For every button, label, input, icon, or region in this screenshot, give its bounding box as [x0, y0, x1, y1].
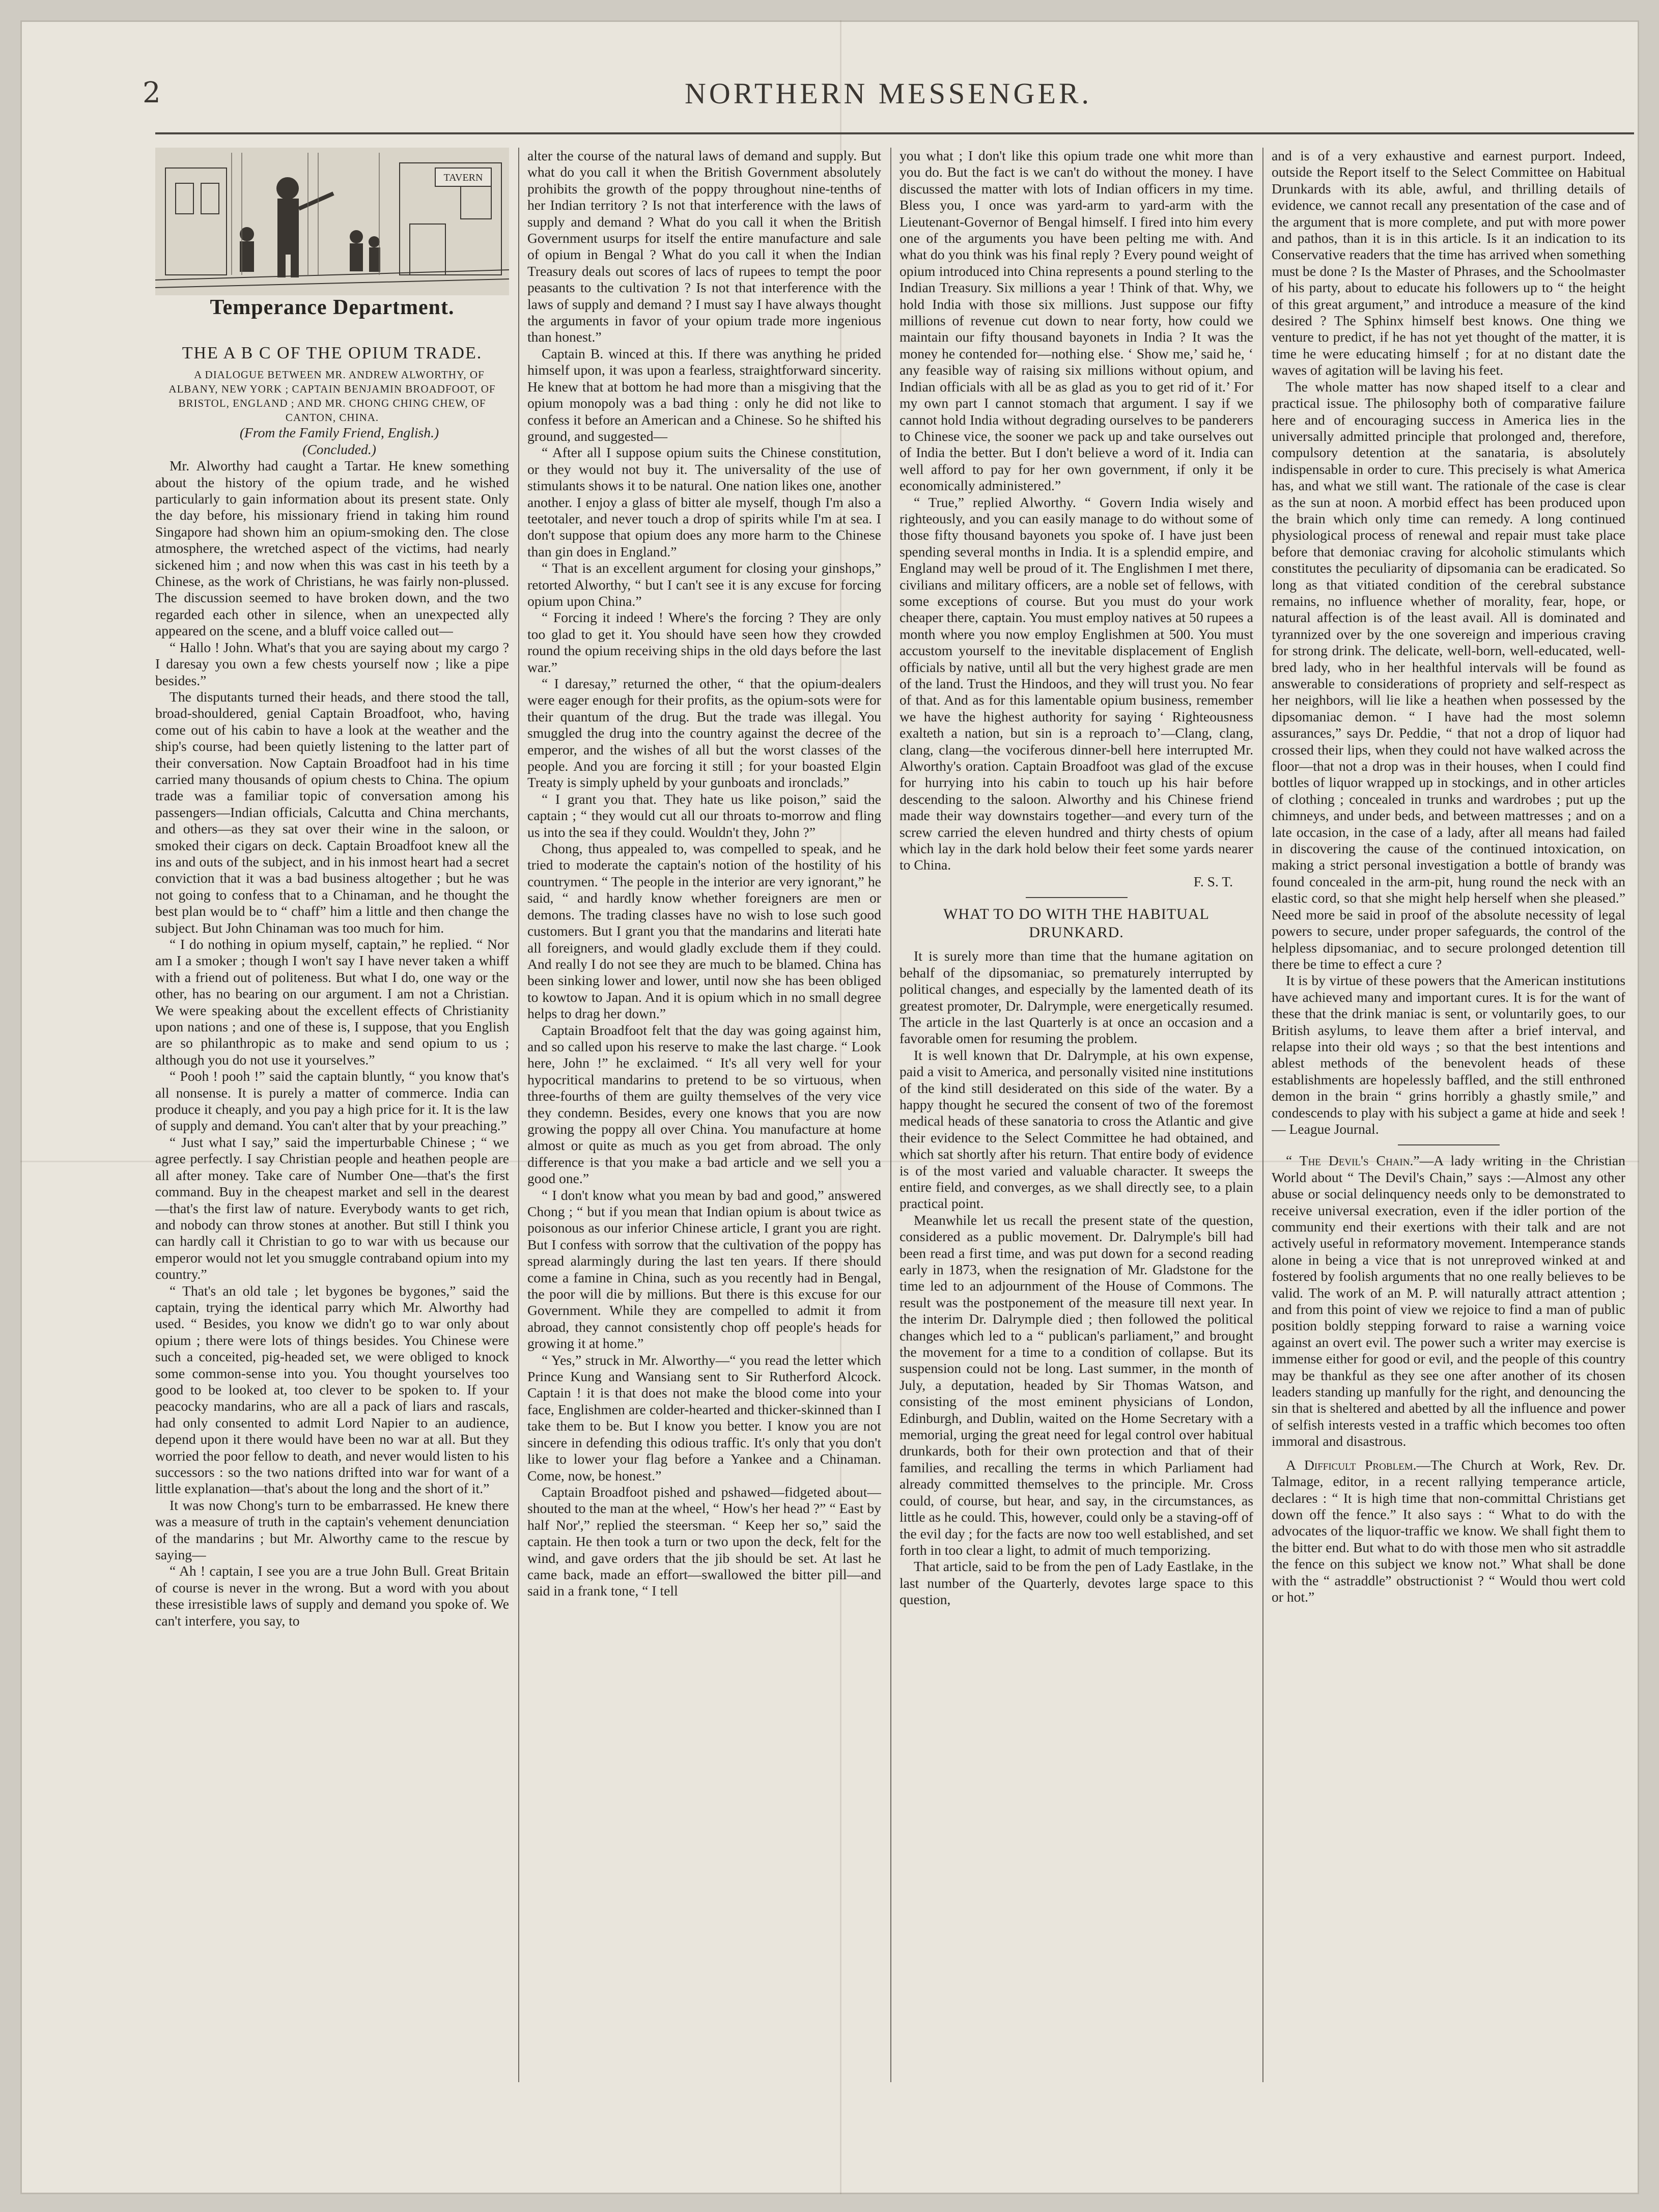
- section-separator: [1398, 1144, 1500, 1145]
- paragraph: It is well known that Dr. Dalrymple, at his own expense, paid a visit to America, and personally visited nine institutions of the kind still desiderated on this side of the water. By a happy thought he secured the consent of two of the foremost medical heads of these sanatoria to cross the Atlantic and give their evidence to the Select Committee he had obtained, and which sat shortly after his return. That entire body of evidence is of the most varied and valuable character. It sweeps the entire field, and converges, as we shall directly see, to a plain practical point.: [899, 1047, 1253, 1212]
- paragraph: “ That's an old tale ; let bygones be bygones,” said the captain, trying the identical parry which Mr. Alworthy had used. “ Besides, you know we didn't go to war only about opium ; there were lots of things besides. You Chinese were such a conceited, pig-headed set, we were obliged to knock some common-sense into you. You thought yourselves too good to be looked at, too clever to be spoken to. If your peacocky mandarins, who are all a pack of liars and rascals, had only consented to admit Lord Napier to an audience, depend upon it there would have been no war at all. But they worried the poor fellow to death, and never would listen to his successors : so the two nations drifted into war for want of a little explanation—that's about the long and the short of it.”: [155, 1282, 509, 1497]
- paragraph: “ I grant you that. They hate us like poison,” said the captain ; “ they would cut all our throats to-morrow and fling us into the sea if they could. Wouldn't they, John ?”: [527, 791, 881, 840]
- paragraph: “ Just what I say,” said the imperturbable Chinese ; “ we agree perfectly. I say Christian people and heathen people are all after money. Take care of Number One—that's the first command. Buy in the cheapest market and sell in the dearest—that's the first law of nature. Everybody wants to get rich, and nobody can throw stones at another. But still I think you can hardly call it Christian to go to war with us because our emperor would not let you smuggle contraband opium into my country.”: [155, 1134, 509, 1282]
- paragraph: “ I don't know what you mean by bad and good,” answered Chong ; “ but if you mean that Indian opium is about twice as poisonous as our inferior Chinese article, I grant you are right. But I confess with sorrow that the cultivation of the poppy has spread alarmingly during the last ten years. If there should come a famine in China, such as you recently had in Bengal, the poor will die by millions. But there is this excuse for our Government. While they are compelled to admit it from abroad, they cannot consistently chop off people's heads for growing it at home.”: [527, 1187, 881, 1352]
- paragraph: The disputants turned their heads, and there stood the tall, broad-shouldered, genial Captain Broadfoot, who, having come out of his cabin to have a look at the weather and the ship's course, had been quietly listening to the latter part of their conversation. Now Captain Broadfoot had in his time carried many thousands of opium chests to China. The opium trade was a familiar topic of conversation among his passengers—Indian officials, Calcutta and China merchants, and others—as they sat over their wine in the saloon, or smoked their cigars on deck. Captain Broadfoot knew all the ins and outs of the subject, and in his inmost heart had a secret conviction that it was a bad business altogether ; but he was not going to confess that to a Chinaman, and he thought the best plan would be to “ chaff” him a little and then change the subject. But John Chinaman was too much for him.: [155, 688, 509, 936]
- paragraph: Chong, thus appealed to, was compelled to speak, and he tried to moderate the captain's notion of the hostility of his countrymen. “ The people in the interior are very ignorant,” he said, “ and hardly know whether foreigners are men or demons. The trading classes have no wish to lose such good customers. But I grant you that the mandarins and literati hate all foreigners, and would gladly exclude them if they could. And really I do not see they are much to be blamed. China has been sinking lower and lower, until now she has been obliged to kowtow to Japan. And it is opium which in no small degree helps to drag her down.”: [527, 841, 881, 1022]
- paragraph: “ Forcing it indeed ! Where's the forcing ? They are only too glad to get it. You should have seen how they crowded round the opium receiving ships in the old days before the last war.”: [527, 609, 881, 675]
- column-1: [155, 148, 509, 2082]
- paragraph: alter the course of the natural laws of demand and supply. But what do you call it when the British Government absolutely prohibits the growth of the poppy throughout nine-tenths of her Indian territory ? Is not that interference with the laws of supply and demand ? What do you call it when the British Government usurps for itself the entire manufacture and sale of opium in Bengal ? What do you call it when the Indian Treasury deals out scores of lacs of rupees to tempt the poor peasants to the cultivation ? Is not that interference with the laws of supply and demand ? I must say I have always thought the arguments in favor of your opium trade more ingenious than honest.”: [527, 148, 881, 345]
- paragraph-lead: “ The Devil's Chain.”: [1286, 1153, 1420, 1169]
- paragraph: “ Hallo ! John. What's that you are saying about my cargo ? I daresay you own a few chests yourself now ; like a pipe besides.”: [155, 639, 509, 688]
- header-rule: [155, 132, 1634, 134]
- article-title: THE A B C OF THE OPIUM TRADE.: [182, 344, 483, 362]
- paragraph: you what ; I don't like this opium trade one whit more than you do. But the fact is we can't do without the money. I have discussed the matter with lots of Indian officers in my time. Bless you, I once was yard-arm to yard-arm with the Lieutenant-Governor of Bengal himself. I fired into him every one of the arguments you have been pelting me with. And what do you think was his final reply ? Every pound weight of opium introduced into China represents a pound sterling to the Indian Treasury. Six millions a year ! Think of that. Why, we hold India with those six millions. Just suppose our fifty millions of revenue cut down to near forty, how could we maintain our fifty thousand bayonets in India ? It was the money he contended for—nothing else. ‘ Show me,’ said he, ‘ any feasible way of raising six millions without opium, and Indian officials with all be as glad as you to get rid of it.’ For my own part I cannot stomach that argument. I say if we cannot hold India without degrading ourselves to be panderers to Chinese vice, the sooner we pack up and take ourselves out of India the better. But I don't believe a word of it. India can well afford to pay for her own government, if only it be economically administered.”: [899, 148, 1253, 494]
- page-number: 2: [143, 76, 161, 109]
- paragraph: [1272, 1153, 1625, 1449]
- paragraph: That article, said to be from the pen of Lady Eastlake, in the last number of the Quarterly, devotes large space to this question,: [899, 1558, 1253, 1608]
- paragraph: The whole matter has now shaped itself to a clear and practical issue. The philosophy both of comparative failure here and of encouraging success in America lies in the universally admitted principle that prolonged and, therefore, compulsory detention at the sanataria, is absolutely indispensable in order to cure. This precisely is what America has, and what we still want. The rationale of the case is clear as the sun at noon. A morbid effect has been produced upon the brain which only time can remedy. A long continued physiological process of renewal and repair must take place before that demoniac craving for alcoholic stimulants which constitutes the peculiarity of dipsomania can be eradicated. So long as that vitiated condition of the cerebral substance remains, no influence whether of morality, fear, hope, or natural affection is of the least avail. All is dominated and tyrannized over by the one sovereign and imperious craving for strong drink. The delicate, well-born, well-educated, well-bred lady, who in her healthful intervals will be found as answerable to considerations of propriety and self-respect as her neighbors, will lie like a heathen when possessed by the dipsomaniac demon. “ I have had the most solemn assurances,” says Dr. Peddie, “ that not a drop of liquor had crossed their lips, when they could not have walked across the floor—that not a drop was in their houses, when I could find bottles of liquor wrapped up in stockings, and in other articles of clothing ; concealed in trunks and wardrobes ; put up the chimneys, and under beds, and between mattresses ; and on a late occasion, in the case of a lady, after all means had failed in discovering the cause of the continued intoxication, on making a strict personal investigation a bottle of brandy was found concealed in the arm-pit, hung round the neck with an elastic cord, so that she might help herself when she pleased.” Need more be said in proof of the absolute necessity of legal powers to secure, under proper safeguards, the control of the helpless dipsomaniac, and to secure prolonged detention till there be time to effect a cure ?: [1272, 378, 1625, 972]
- columns: [155, 148, 1634, 2082]
- running-header: [143, 76, 1634, 117]
- article-title: WHAT TO DO WITH THE HABITUAL DRUNKARD.: [943, 906, 1210, 941]
- paragraph: “ I do nothing in opium myself, captain,” he replied. “ Nor am I a smoker ; though I won't say I have never taken a whiff with a friend out of politeness. But what I do, one way or the other, has no bearing on our argument. I am not a Christian. We were speaking about the excellent effects of Christianity upon nations ; and one of these is, I suppose, that you English are so philanthropic as to make and send opium to us ; although you do not use it yourselves.”: [155, 936, 509, 1068]
- paragraph-body: —The Church at Work, Rev. Dr. Talmage, editor, in a recent rallying temperance article, declares : “ It is high time that non-committal Christians get down off the fence.” It also says : “ What to do with the advocates of the liquor-traffic we know. We shall fight them to the bitter end. But what to do with those men who sit astraddle the fence on this subject we know not.” What shall be done with the “ astraddle” obstructionist ? “ Would thou wert cold or hot.”: [1272, 1457, 1625, 1605]
- paragraph: Meanwhile let us recall the present state of the question, considered as a public movement. Dr. Dalrymple's bill had been read a first time, and was put down for a second reading early in 1873, when the resignation of Mr. Gladstone for the time led to an adjournment of the House of Commons. The result was the postponement of the measure till next year. In the interim Dr. Dalrymple died ; then followed the political changes which led to a “ publican's parliament,” and brought the movement for a time to a condition of collapse. But its suspension could not be long. Last summer, in the month of July, a deputation, headed by Sir Thomas Watson, and consisting of the most eminent physicians of London, Edinburgh, and Dublin, waited on the Home Secretary with a memorial, urging the great need for legal control over habitual drunkards, both for their own protection and that of their families, and recalling the terms in which Parliament had already committed themselves to the principle. Mr. Cross could, of course, but hear, and say, in the circumstances, as little as he could. This, however, could only be a staving-off of the evil day ; for the facts are now too well established, and set forth in too clear a light, to admit of much temporizing.: [899, 1212, 1253, 1558]
- paragraph: It is by virtue of these powers that the American institutions have achieved many and important cures. It is for the want of these that the drink maniac is sent, or voluntarily goes, to our British asylums, to leave them after a brief interval, and relapse into their old ways ; so that the best intentions and ablest methods of the benevolent heads of these establishments are hopelessly baffled, and the still enthroned demon in the brain “ grins horribly a ghastly smile,” and condescends to play with his subject a game at hide and seek ! — League Journal.: [1272, 972, 1625, 1137]
- column-4: [1272, 148, 1625, 2082]
- paragraph-body: —A lady writing in the Christian World about “ The Devil's Chain,” says :—Almost any other abuse or social delinquency needs only to be demonstrated to receive universal execration, even if the idler portion of the community end their exertions with their talk and are not actively useful in reformatory movement. Intemperance stands alone in being a vice that is not unreproved winked at and fostered by foolish arguments that no one really believes to be valid. The work of an M. P. will naturally attract attention ; and from this point of view we rejoice to find a man of public position boldly stepping forward to raise a warning voice against an overt evil. The power such a writer may exercise is immense either for good or evil, and the people of this country may be thankful as they see one after another of its chosen leaders standing up manfully for the right, and denouncing the sin that is sheltered and abetted by all the influence and power of selfish interests vested in a traffic which becomes too often immoral and disastrous.: [1272, 1153, 1625, 1449]
- paragraph: “ I daresay,” returned the other, “ that the opium-dealers were eager enough for their profits, as the opium-sots were for their quantum of the drug. But the trade was illegal. You smuggled the drug into the country against the decree of the emperor, and the wishes of all but the worst classes of the people. And you are forcing it still ; for your boasted Elgin Treaty is simply upheld by your gunboats and ironclads.”: [527, 676, 881, 791]
- section-separator: [1026, 897, 1128, 898]
- paragraph: “ That is an excellent argument for closing your ginshops,” retorted Alworthy, “ but I can't see it is any excuse for forcing opium upon China.”: [527, 560, 881, 609]
- article-source: (From the Family Friend, English.): [239, 425, 439, 441]
- paragraph: “ After all I suppose opium suits the Chinese constitution, or they would not buy it. The universality of the use of stimulants shows it to be natural. One nation likes one, another another. I enjoy a glass of bitter ale myself, though I'm also a teetotaler, and never touch a drop of spirits while I'm at sea. I don't suppose that opium does any more harm to the Chinese than gin does in England.”: [527, 444, 881, 559]
- column-2: [527, 148, 881, 2082]
- paragraph: It is surely more than time that the humane agitation on behalf of the dipsomaniac, so prematurely interrupted by political changes, and especially by the lamented death of its greatest promoter, Dr. Dalrymple, were energetically resumed. The article in the last Quarterly is at once an occasion and a favorable omen for resuming the problem.: [899, 948, 1253, 1047]
- article-status: (Concluded.): [302, 441, 376, 457]
- paragraph: [1272, 1457, 1625, 1606]
- street-scene-engraving: [155, 148, 509, 295]
- column-divider: [1262, 148, 1263, 2082]
- department-title: Temperance Department.: [210, 296, 455, 319]
- article-signature: F. S. T.: [1193, 873, 1233, 889]
- paragraph: and is of a very exhaustive and earnest purport. Indeed, outside the Report itself to the Select Committee on Habitual Drunkards with its able, awful, and thrilling details of evidence, we cannot recall any presentation of the case and of the argument that is more complete, and put with more power and pathos, than it is in this article. Is it an indication to its Conservative readers that the time has arrived when something must be done ? Is the Master of Phrases, and the Schoolmaster of his party, about to educate his followers up to “ the height of this great argument,” and introduce a measure of the kind desired ? The Sphinx himself best knows. One thing we venture to predict, if he has not yet thought of the matter, it is time he were educating himself ; for at no distant date the waves of agitation will be laving his feet.: [1272, 148, 1625, 378]
- article-subtitle: A DIALOGUE BETWEEN MR. ANDREW ALWORTHY, OF ALBANY, NEW YORK ; CAPTAIN BENJAMIN BROADFOOT, OF BRISTOL, ENGLAND ; AND MR. CHONG CHING CHEW, OF CANTON, CHINA.: [168, 369, 496, 424]
- tavern-sign-text: TAVERN: [443, 172, 483, 183]
- paragraph: “ Pooh ! pooh !” said the captain bluntly, “ you know that's all nonsense. It is purely a matter of commerce. India can produce it cheaply, and you pay a high price for it. It is the law of supply and demand. You can't alter that by your preaching.”: [155, 1068, 509, 1134]
- paragraph: It was now Chong's turn to be embarrassed. He knew there was a measure of truth in the captain's vehement denunciation of the mandarins ; but Mr. Alworthy came to the rescue by saying—: [155, 1497, 509, 1563]
- paragraph-lead: A Difficult Problem.: [1286, 1457, 1417, 1473]
- column-3: [899, 148, 1253, 2082]
- paragraph: “ True,” replied Alworthy. “ Govern India wisely and righteously, and you can easily manage to do without some of those fifty thousand bayonets you spoke of. I have just been spending several months in India. It is a splendid empire, and England may well be proud of it. The Englishmen I met there, civilians and military officers, are a noble set of fellows, with some exceptions of course. But you must do your work cheaper there, captain. You must employ natives at 50 rupees a month where you now employ Englishmen at 500. You must accustom yourself to the inevitable displacement of English officials by native, until all but the very highest grade are men of the land. Trust the Hindoos, and they will trust you. No fear of that. And as for this lamentable opium business, remember we have the highest authority for saying ‘ Righteousness exalteth a nation, but sin is a reproach to’—Clang, clang, clang, clang—the vociferous dinner-bell here interrupted Mr. Alworthy's oration. Captain Broadfoot was glad of the excuse for hurrying into his cabin to touch up his hair before descending to the saloon. Alworthy and his Chinese friend made their way downstairs together—and every turn of the screw carried the eleven hundred and thirty chests of opium which lay in the dark hold below their feet some yards nearer to China.: [899, 494, 1253, 873]
- paragraph: Captain B. winced at this. If there was anything he prided himself upon, it was upon a fearless, straightforward sincerity. He knew that at bottom he had more than a misgiving that the opium monopoly was a bad thing : only he did not like to confess it before an American and a Chinese. So he shifted his ground, and suggested—: [527, 345, 881, 444]
- newspaper-title: NORTHERN MESSENGER.: [684, 77, 1092, 110]
- paragraph: Captain Broadfoot felt that the day was going against him, and so called upon his reserve to make the last charge. “ Look here, John !” he exclaimed. “ It's all very well for your hypocritical mandarins to pretend to be so virtuous, when three-fourths of them are guilty themselves of the very vice they condemn. Besides, every one knows that you are now growing the poppy all over China. You manufacture at home almost or quite as much as you get from abroad. The only difference is that you make a bad article and we sell you a good one.”: [527, 1022, 881, 1187]
- column-divider: [890, 148, 891, 2082]
- paragraph: Captain Broadfoot pished and pshawed—fidgeted about—shouted to the man at the wheel, “ How's her head ?” “ East by half Nor',” replied the steersman. “ Keep her so,” said the captain. He then took a turn or two upon the deck, felt for the wind, and gave orders that the jib should be set. At last he came back, made an effort—swallowed the bitter pill—and said in a frank tone, “ I tell: [527, 1483, 881, 1599]
- paragraph: “ Yes,” struck in Mr. Alworthy—“ you read the letter which Prince Kung and Wansiang sent to Sir Rutherford Alcock. Captain ! it is that does not make the blood come into your face, Englishmen are colder-hearted and thicker-skinned than I take them to be. But I know you better. I know you are not sincere in defending this odious traffic. It's only that you don't like to lower your flag before a Yankee and a Chinaman. Come, now, be honest.”: [527, 1352, 881, 1483]
- temperance-department-header: [155, 148, 509, 331]
- column-divider: [518, 148, 519, 2082]
- paragraph: “ Ah ! captain, I see you are a true John Bull. Great Britain of course is never in the wrong. But a word with you about these irresistible laws of supply and demand you spoke of. We can't interfere, you say, to: [155, 1563, 509, 1629]
- paragraph: Mr. Alworthy had caught a Tartar. He knew something about the history of the opium trade, and he wished particularly to gain information about its present state. Only the day before, his missionary friend in taking him round Singapore had shown him an opium-smoking den. The close atmosphere, the wretched aspect of the victims, had nearly sickened him ; and now when this was cast in his teeth by a Chinese, as the work of Christians, he was fairly non-plussed. The discussion seemed to have broken down, and the two regarded each other in silence, when an unexpected ally appeared on the scene, and a bluff voice called out—: [155, 458, 509, 639]
